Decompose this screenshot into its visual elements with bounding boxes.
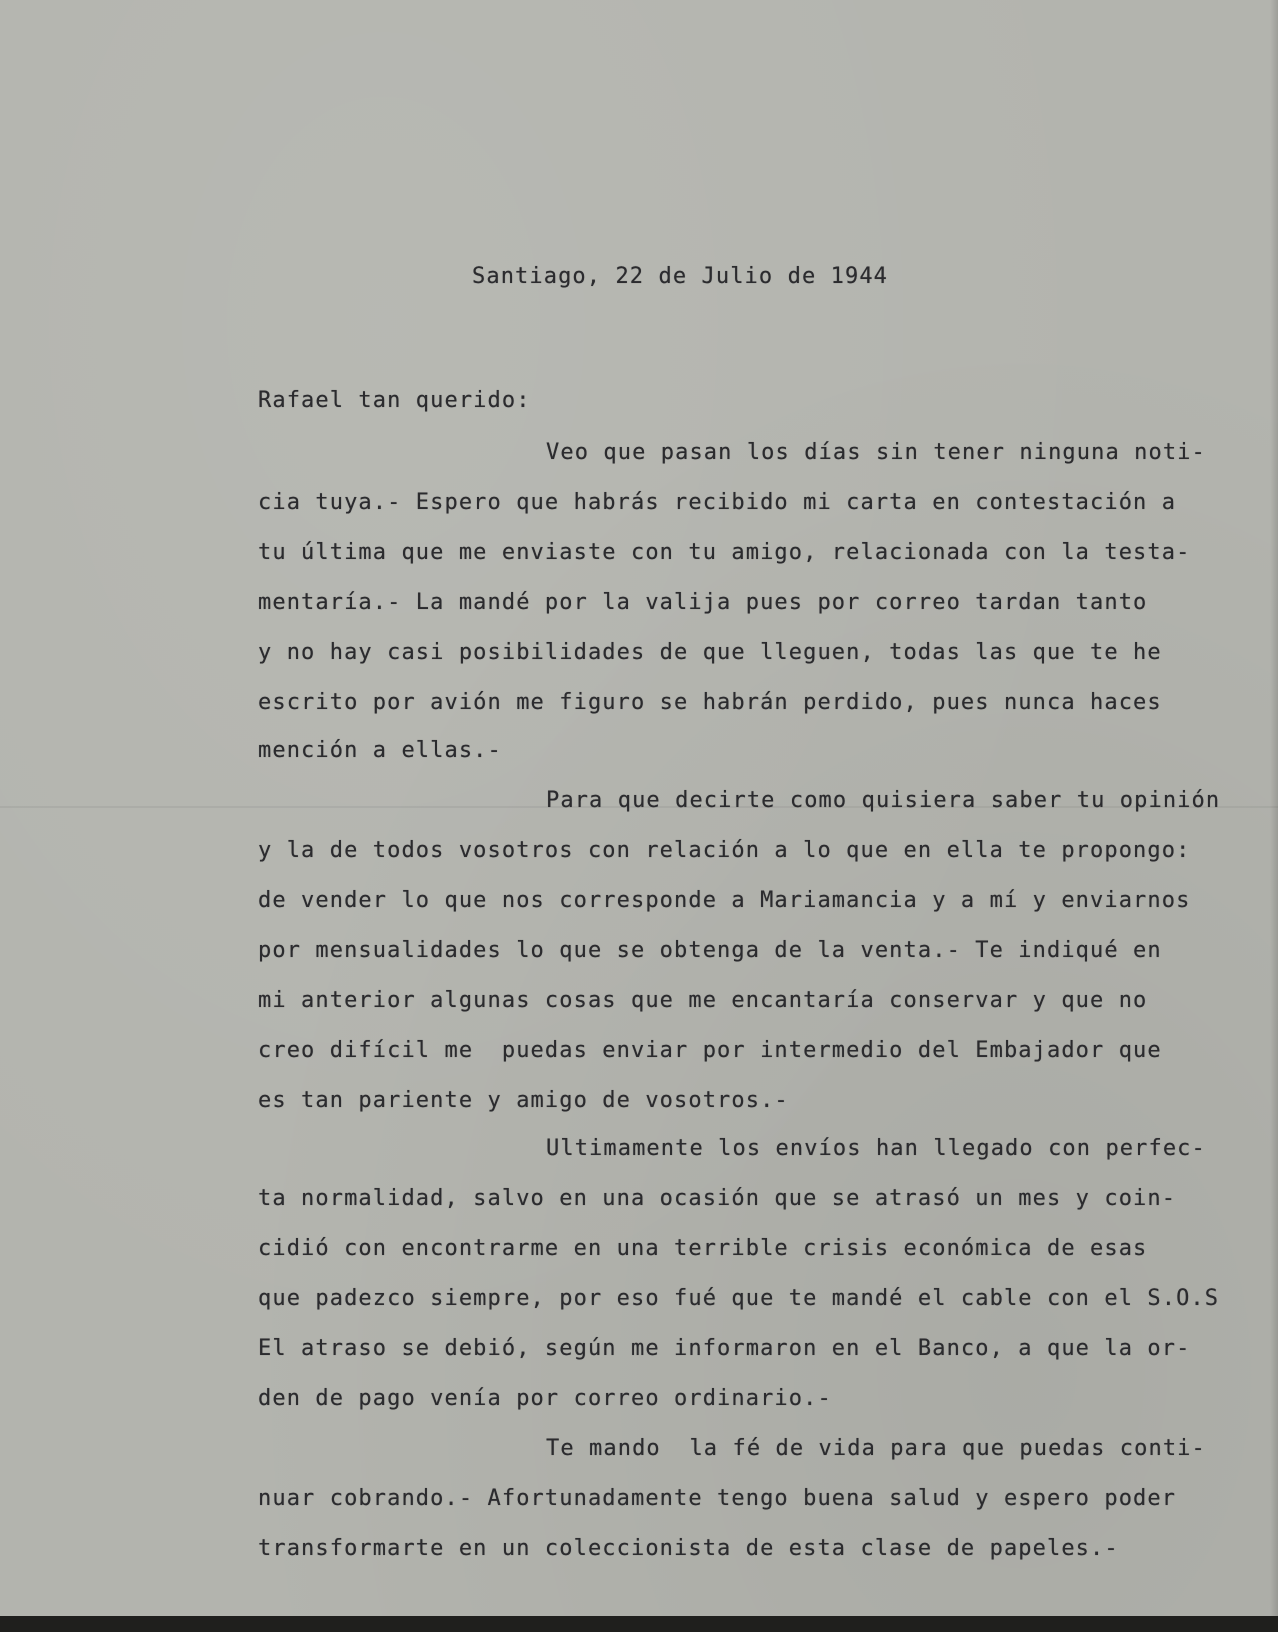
letter-line-21: Te mando la fé de vida para que puedas conti- (546, 1436, 1206, 1461)
letter-line-17: cidió con encontrarme en una terrible crisis económica de esas (258, 1236, 1148, 1261)
letter-line-15: Ultimamente los envíos han llegado con perfec- (546, 1136, 1206, 1161)
letter-line-1: Veo que pasan los días sin tener ninguna noti- (546, 440, 1206, 465)
letter-line-4: mentaría.- La mandé por la valija pues por correo tardan tanto (258, 590, 1148, 615)
paper-edge-shadow (1270, 0, 1278, 1616)
scan-bottom-edge (0, 1616, 1278, 1632)
letter-line-10: de vender lo que nos corresponde a Mariamancia y a mí y enviarnos (258, 888, 1191, 913)
letter-line-5: y no hay casi posibilidades de que lleguen, todas las que te he (258, 640, 1162, 665)
letter-line-13: creo difícil me puedas enviar por intermedio del Embajador que (258, 1038, 1162, 1063)
letter-line-20: den de pago venía por correo ordinario.- (258, 1386, 832, 1411)
letter-line-12: mi anterior algunas cosas que me encantaría conservar y que no (258, 988, 1148, 1013)
letter-line-2: cia tuya.- Espero que habrás recibido mi carta en contestación a (258, 490, 1177, 515)
letter-date: Santiago, 22 de Julio de 1944 (472, 264, 889, 289)
letter-salutation: Rafael tan querido: (258, 388, 531, 413)
letter-line-7: mención a ellas.- (258, 738, 502, 763)
letter-line-3: tu última que me enviaste con tu amigo, relacionada con la testa- (258, 540, 1191, 565)
letter-line-23: transformarte en un coleccionista de esta clase de papeles.- (258, 1536, 1119, 1561)
letter-line-9: y la de todos vosotros con relación a lo que en ella te propongo: (258, 838, 1191, 863)
letter-line-6: escrito por avión me figuro se habrán perdido, pues nunca haces (258, 690, 1162, 715)
letter-line-22: nuar cobrando.- Afortunadamente tengo buena salud y espero poder (258, 1486, 1177, 1511)
letter-line-19: El atraso se debió, según me informaron en el Banco, a que la or- (258, 1336, 1191, 1361)
letter-line-8: Para que decirte como quisiera saber tu opinión (546, 788, 1221, 813)
letter-line-18: que padezco siempre, por eso fué que te mandé el cable con el S.O.S (258, 1286, 1220, 1311)
letter-line-14: es tan pariente y amigo de vosotros.- (258, 1088, 789, 1113)
letter-line-16: ta normalidad, salvo en una ocasión que se atrasó un mes y coin- (258, 1186, 1177, 1211)
letter-line-11: por mensualidades lo que se obtenga de la venta.- Te indiqué en (258, 938, 1162, 963)
